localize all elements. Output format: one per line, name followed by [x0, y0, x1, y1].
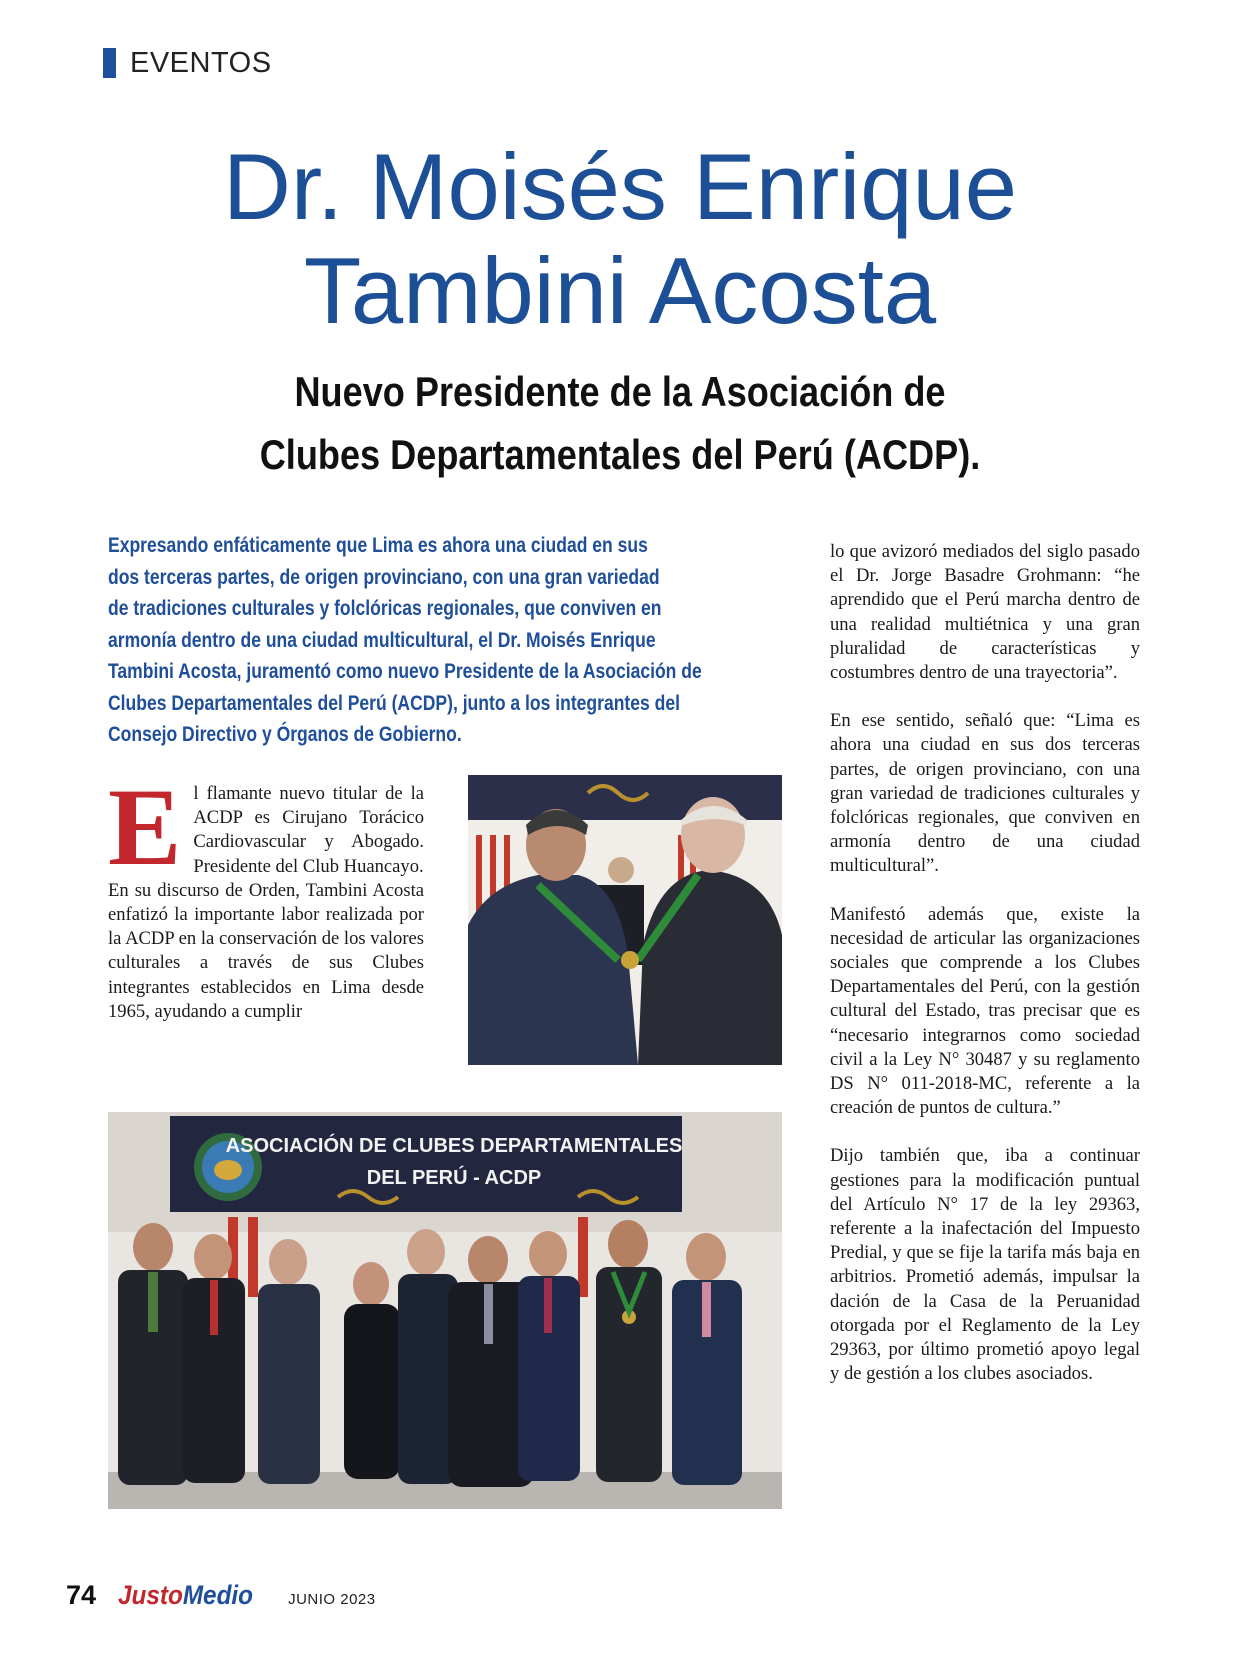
body-column-right: [830, 540, 1140, 1411]
subtitle-line-2: Clubes Departamentales del Perú (ACDP).: [259, 431, 981, 478]
lead-paragraph: [108, 530, 776, 751]
body-column-left: [108, 766, 424, 1024]
lead-line: Expresando enfáticamente que Lima es ahora una ciudad en sus: [108, 534, 648, 557]
article-subtitle: [138, 360, 1101, 486]
body-paragraph: En ese sentido, señaló que: “Lima es ahora una ciudad en sus dos terceras partes, de origen provinciano, con una gran variedad de tradiciones culturales y folclóricas regionales, que conviven en armonía dentro de una ciudad multicultural”.: [830, 710, 1140, 877]
drop-cap: E: [108, 766, 182, 888]
body-paragraph: En su discurso de Orden, Tambini Acosta enfatizó la importante labor realizada por la ACDP en la conservación de los valores culturales a través de sus Clubes integrantes establecidos en Lima desde 1965, ayudando a cumplir: [108, 879, 424, 1022]
logo-part-2: Medio: [182, 1580, 254, 1610]
page-footer: [66, 1580, 376, 1620]
photo-group-illustration: [108, 1112, 782, 1509]
issue-date: JUNIO 2023: [288, 1591, 376, 1608]
magazine-logo: [118, 1580, 253, 1611]
lead-line: Clubes Departamentales del Perú (ACDP), junto a los integrantes del: [108, 691, 680, 715]
page-number: 74: [66, 1580, 97, 1610]
photo-medal-ceremony: [468, 775, 782, 1065]
logo-part-1: Justo: [118, 1580, 183, 1610]
section-bar: [103, 48, 116, 78]
lead-line: Tambini Acosta, juramentó como nuevo Presidente de la Asociación de: [108, 660, 702, 683]
body-text: l flamante nuevo titular de la ACDP es Cirujano Torácico Cardiovascular y Abogado. Presidente del Club Huancayo.: [193, 783, 424, 877]
body-paragraph: Manifestó además que, existe la necesidad de articular las organizaciones sociales que comprende a los Clubes Departamentales del Perú, con la gestión cultural del Estado, tras precisar que es “necesario integrarnos como sociedad civil a la Ley N° 30487 y su reglamento DS N° 011-2018-MC, referente a la creación de puntos de cultura.”: [830, 903, 1140, 1119]
photo-group: [108, 1112, 782, 1509]
title-line-1: Dr. Moisés Enrique: [222, 134, 1018, 239]
lead-line: dos terceras partes, de origen provinciano, con una gran variedad: [108, 565, 660, 589]
article-title: [60, 135, 1180, 343]
body-paragraph: [108, 766, 424, 888]
title-line-2: Tambini Acosta: [303, 238, 937, 343]
lead-line: de tradiciones culturales y folclóricas regionales, que conviven en: [108, 597, 662, 620]
lead-line: Consejo Directivo y Órganos de Gobierno.: [108, 723, 462, 746]
photo-medal-ceremony-illustration: [468, 775, 782, 1065]
banner-line-2: DEL PERÚ - ACDP: [366, 1167, 542, 1189]
body-paragraph: lo que avizoró mediados del siglo pasado el Dr. Jorge Basadre Grohmann: “he aprendido que el Perú marcha dentro de una realidad multiétnica y una gran pluralidad de características y costumbres dentro de una trayectoria”.: [830, 541, 1140, 684]
lead-line: armonía dentro de una ciudad multicultural, el Dr. Moisés Enrique: [108, 628, 656, 652]
banner-line-1: ASOCIACIÓN DE CLUBES DEPARTAMENTALES: [225, 1135, 683, 1157]
section-label: EVENTOS: [130, 46, 272, 79]
section-tag: [103, 48, 272, 78]
subtitle-line-1: Nuevo Presidente de la Asociación de: [294, 368, 946, 415]
body-paragraph: Dijo también que, iba a continuar gestiones para la modificación puntual del Artículo N° 17 de la ley 29363, referente a la inafectación del Impuesto Predial, y que se fije la tarifa más baja en arbitrios. Prometió además, impulsar la dación de la Casa de la Peruanidad otorgada por el Reglamento de la Ley 29363, por último prometió apoyo legal y de gestión a los clubes asociados.: [830, 1145, 1140, 1385]
